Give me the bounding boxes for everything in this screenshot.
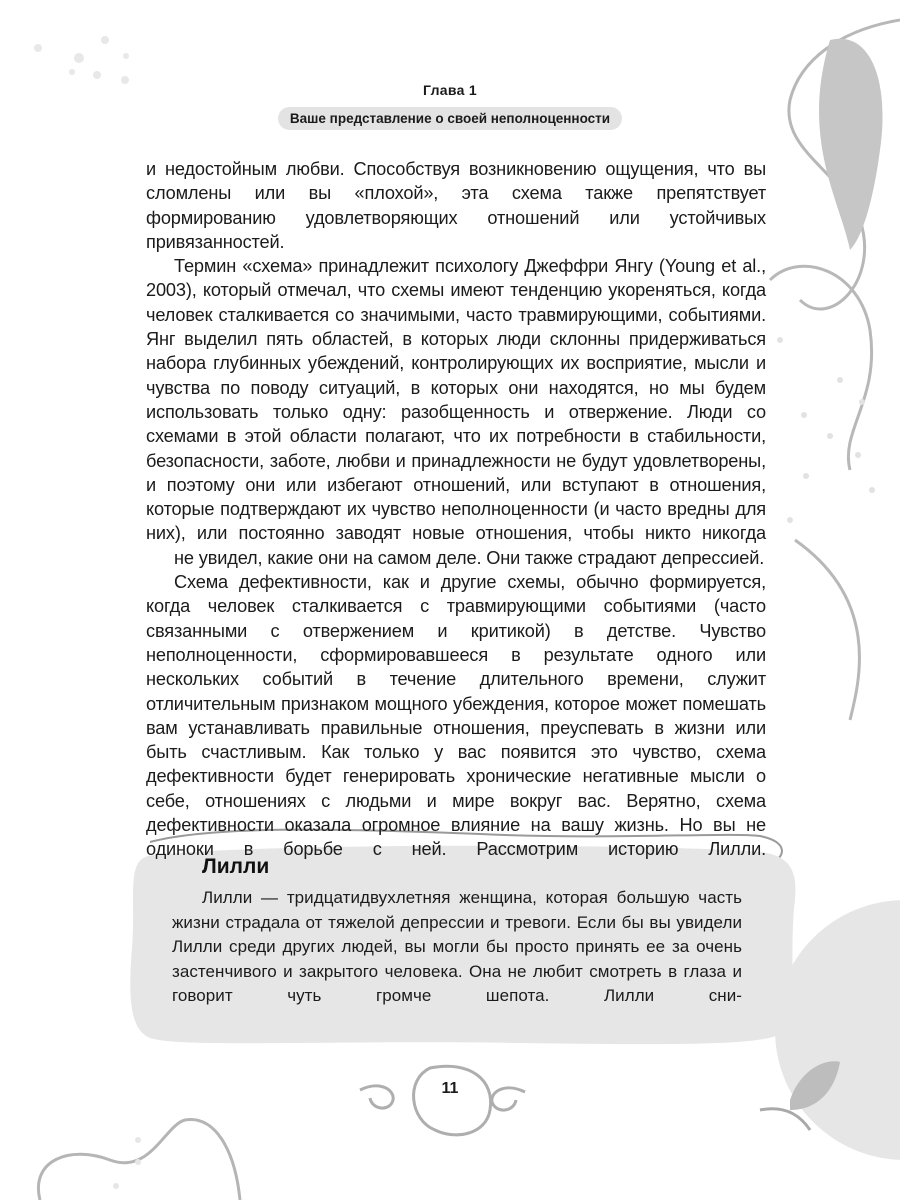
paragraph-2-text: Термин «схема» принадлежит психологу Джеффри Янгу (Young et al., 2003), который отмечал, что схемы имеют тенденцию укореняться, когда человек сталкивается со значимыми, часто травмирующими, событиями. Янг выделил пять областей, в которых люди склонны придерживаться набора глубинных убеждений, контролирующих их восприятие, мысли и чувства по поводу ситуаций, в которых они находятся, но мы будем использовать только одну: разобщенность и отвержение. Люди со схемами в этой области полагают, что их потребности в стабильности, безопасности, заботе, любви и принадлежности не будут удовлетворены, и поэтому они или избегают отношений, или вступают в отношения, которые подтверждают их чувство неполноценности (и часто вредны для них), или постоянно заводят новые отношения, чтобы никто никогда — [146, 256, 766, 544]
story-box-title: Лилли — [202, 855, 270, 878]
leaf-icon — [760, 1061, 840, 1130]
right-gray-blob — [819, 39, 883, 250]
story-box — [172, 855, 742, 1009]
chapter-label: Глава 1 — [423, 82, 477, 98]
page-number-ornament — [360, 1066, 525, 1135]
bottom-left-dots — [113, 1137, 141, 1189]
right-dots — [777, 337, 875, 523]
paragraph-2 — [146, 254, 766, 570]
bottom-left-outline — [38, 1120, 240, 1200]
paragraph-3 — [146, 570, 766, 862]
top-left-dots — [34, 36, 129, 84]
running-header — [0, 82, 900, 130]
chapter-title: Ваше представление о своей неполноценности — [278, 107, 622, 130]
story-box-text: Лилли — тридцатидвухлетняя женщина, которая большую часть жизни страдала от тяжелой депрессии и тревоги. Если бы вы увидели Лилли среди других людей, вы могли бы просто принять ее за очень застенчивого и закрытого человека. Она не любит смотреть в глаза и говорит чуть громче шепота. Лилли сни- — [172, 888, 742, 1006]
page-number: 11 — [441, 1080, 459, 1097]
paragraph-3-text: Схема дефективности, как и другие схемы, обычно формируется, когда человек сталкивается с травмирующими событиями (часто связанными с отвержением и критикой) в детстве. Чувство неполноценности, сформировавшееся в результате одного или нескольких событий в течение длительного времени, служит отличительным признаком мощного убеждения, которое может помешать вам устанавливать правильные отношения, преуспевать в жизни или быть счастливым. Как только у вас появится это чувство, схема дефективности будет генерировать хронические негативные мысли о себе, отношениях с людьми и мире вокруг вас. Верятно, схема дефективности оказала огромное влияние на вашу жизнь. Но вы не одиноки в борьбе с ней. Рассмотрим историю Лилли. — [146, 572, 766, 860]
paragraph-1-text: и недостойным любви. Способствуя возникновению ощущения, что вы сломлены или вы «плохой», эта схема также препятствует формированию удовлетворяющих отношений или устойчивых привязанностей. — [146, 159, 766, 252]
paragraph-2-last-line: не увидел, какие они на самом деле. Они также страдают депрессией. — [174, 547, 765, 568]
main-text — [146, 157, 766, 862]
paragraph-1 — [146, 157, 766, 254]
